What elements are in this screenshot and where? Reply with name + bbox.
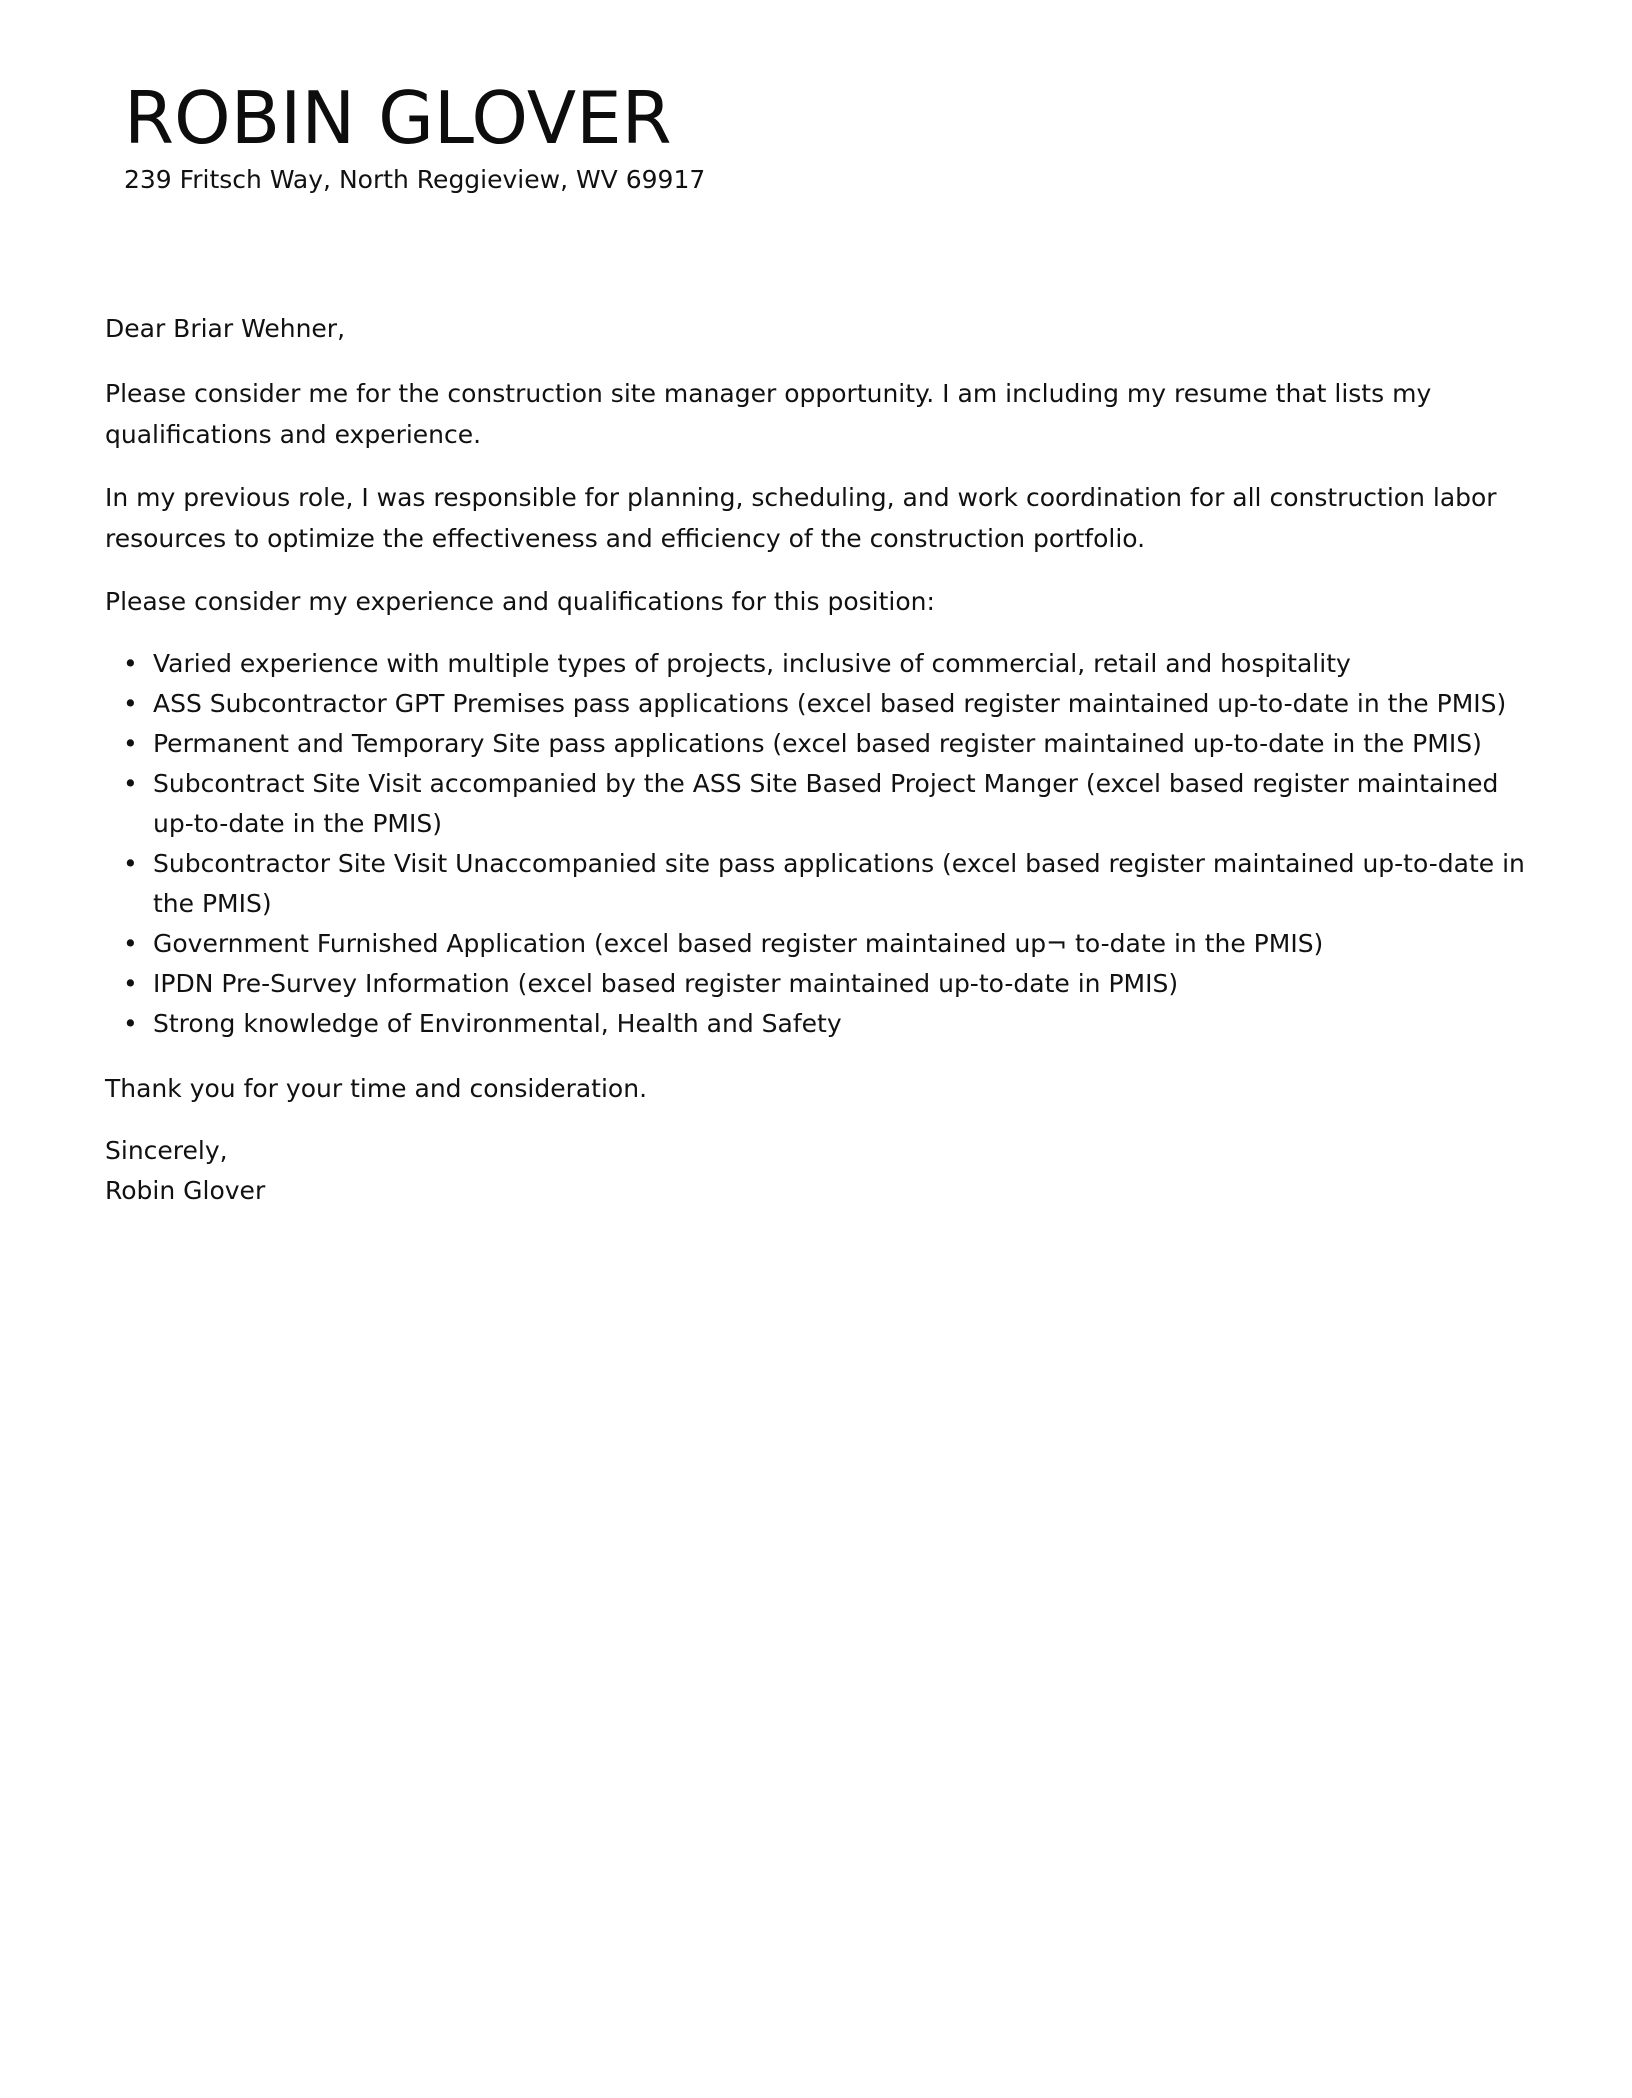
list-item-text: Varied experience with multiple types of projects, inclusive of commercial, retail and hospitality (153, 649, 1351, 678)
signoff: Sincerely, (105, 1136, 228, 1165)
list-item-text: ASS Subcontractor GPT Premises pass applications (excel based register maintained up-to-date in the PMIS) (153, 689, 1507, 718)
salutation: Dear Briar Wehner, (105, 314, 346, 343)
list-item (123, 644, 1525, 684)
letter-header (124, 70, 1524, 194)
bullet-icon: • (123, 969, 138, 998)
list-item (123, 1004, 1525, 1044)
bullet-icon: • (123, 929, 138, 958)
sender-name: ROBIN GLOVER (124, 76, 672, 160)
list-item-text: Permanent and Temporary Site pass applications (excel based register maintained up-to-date in the PMIS) (153, 729, 1482, 758)
bullet-icon: • (123, 769, 138, 798)
bullet-icon: • (123, 1009, 138, 1038)
sender-address: 239 Fritsch Way, North Reggieview, WV 69917 (124, 165, 706, 194)
list-item (123, 764, 1525, 844)
qualifications-list (105, 644, 1525, 1044)
list-item-text: Subcontract Site Visit accompanied by the ASS Site Based Project Manger (excel based register maintained up-to-date in the PMIS) (153, 769, 1499, 838)
bullet-icon: • (123, 649, 138, 678)
previous-role-paragraph: In my previous role, I was responsible for planning, scheduling, and work coordination for all construction labor resources to optimize the effectiveness and efficiency of the construction portfolio. (105, 483, 1497, 553)
list-item-text: Subcontractor Site Visit Unaccompanied site pass applications (excel based register maintained up-to-date in the PMIS) (153, 849, 1525, 918)
signature-name: Robin Glover (105, 1176, 266, 1205)
bullet-icon: • (123, 849, 138, 878)
bullet-icon: • (123, 729, 138, 758)
intro-paragraph: Please consider me for the construction site manager opportunity. I am including my resume that lists my qualifications and experience. (105, 379, 1432, 449)
list-item (123, 684, 1525, 724)
letter-body (105, 308, 1525, 1211)
signoff-block (105, 1131, 1525, 1211)
bullet-icon: • (123, 689, 138, 718)
list-item (123, 844, 1525, 924)
list-item-text: Strong knowledge of Environmental, Health and Safety (153, 1009, 842, 1038)
list-item (123, 924, 1525, 964)
closing-line: Thank you for your time and consideration. (105, 1074, 648, 1103)
list-item-text: Government Furnished Application (excel based register maintained up¬ to-date in the PMIS) (153, 929, 1324, 958)
list-item (123, 964, 1525, 1004)
qualifications-intro: Please consider my experience and qualifications for this position: (105, 587, 935, 616)
list-item-text: IPDN Pre-Survey Information (excel based register maintained up-to-date in PMIS) (153, 969, 1179, 998)
list-item (123, 724, 1525, 764)
